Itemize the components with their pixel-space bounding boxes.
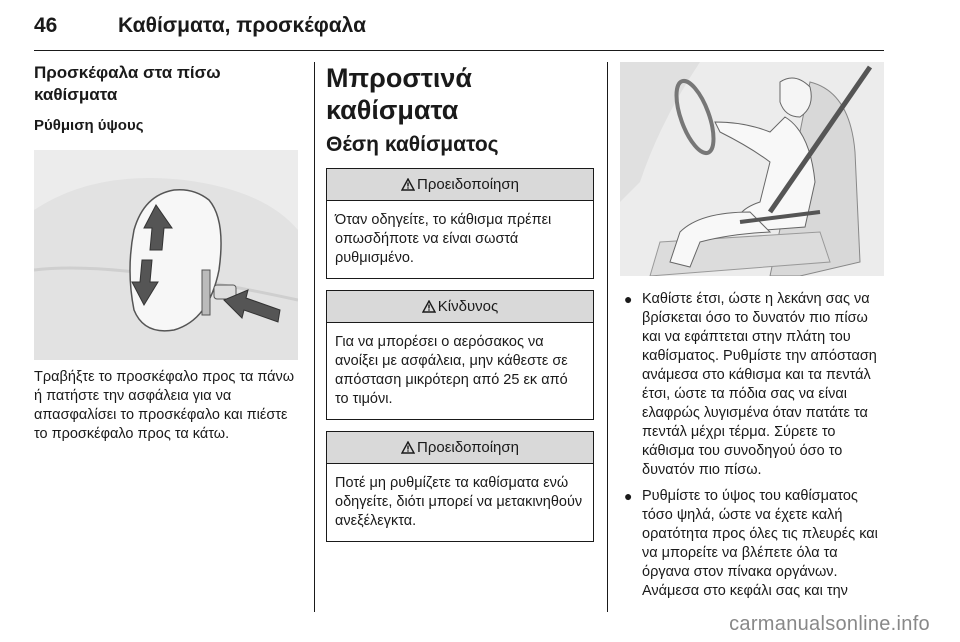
warning-title-text: Προειδοποίηση <box>417 176 519 193</box>
column-divider-1 <box>314 62 315 612</box>
warning-box <box>326 168 594 279</box>
bullet-icon: ● <box>624 488 633 504</box>
warning-box-title <box>327 169 593 201</box>
subsection-heading: Ρύθμιση ύψους <box>34 117 144 134</box>
section-heading: Μπροστινά καθίσματα <box>326 63 472 125</box>
warning-title-text: Προειδοποίηση <box>417 439 519 456</box>
list-item <box>620 290 884 480</box>
warning-box-text: Ποτέ μη ρυθμίζετε τα καθίσματα ενώ οδηγείτε, διότι μπορεί να μετακινηθούν ανεξέλεγκτα. <box>335 475 583 529</box>
warning-triangle-icon <box>422 300 436 313</box>
left-column <box>34 62 302 444</box>
right-column <box>620 62 884 608</box>
headrest-adjust-illustration-icon <box>34 150 298 360</box>
instruction-list <box>620 290 884 601</box>
headrest-instructions: Τραβήξτε το προσκέφαλο προς τα πάνω ή πατήστε την ασφάλεια για να απασφαλίσει το προσκέφαλο και πιέστε το προσκέφαλο προς τα κάτω. <box>34 369 295 442</box>
running-header: Καθίσματα, προσκέφαλα <box>118 14 366 37</box>
warning-triangle-icon <box>401 441 415 454</box>
list-item <box>620 487 884 601</box>
driver-seat-position-illustration-icon <box>620 62 884 276</box>
warning-box <box>326 431 594 542</box>
column-divider-2 <box>607 62 608 612</box>
header-rule <box>34 50 884 51</box>
watermark: carmanualsonline.info <box>729 613 930 635</box>
page-number: 46 <box>34 14 58 37</box>
list-item-text: Καθίστε έτσι, ώστε η λεκάνη σας να βρίσκεται όσο το δυνατόν πιο πίσω και να εφάπτεται στην πλάτη του καθίσματος. Ρυθμίστε την απόσταση ανάμεσα στο κάθισμα και τα πεντάλ έτσι, ώστε τα πόδια σας να είναι ελαφρώς λυγισμένα όταν πατάτε τα πεντάλ μέχρι τέρμα. Σύρετε το κάθισμα του συνοδηγού όσο το δυνατόν πιο πίσω. <box>642 291 877 478</box>
danger-box-title <box>327 291 593 323</box>
danger-box <box>326 290 594 420</box>
middle-column <box>326 62 594 542</box>
danger-box-text: Για να μπορέσει ο αερόσακος να ανοίξει με ασφάλεια, μην κάθεστε σε απόσταση μικρότερη από 25 εκ από το τιμόνι. <box>335 334 568 407</box>
section-heading: Προσκέφαλα στα πίσω καθίσματα <box>34 63 221 104</box>
warning-box-text: Όταν οδηγείτε, το κάθισμα πρέπει οπωσδήποτε να είναι σωστά ρυθμισμένο. <box>335 212 552 266</box>
subsection-heading: Θέση καθίσματος <box>326 133 499 156</box>
warning-box-title <box>327 432 593 464</box>
bullet-icon: ● <box>624 291 633 307</box>
warning-triangle-icon <box>401 178 415 191</box>
list-item-text: Ρυθμίστε το ύψος του καθίσματος τόσο ψηλά, ώστε να έχετε καλή ορατότητα προς όλες τις πλευρές και να μπορείτε να βλέπετε όλα τα όργανα στον πίνακα οργάνων. Ανάμεσα στο κεφάλι σας και την <box>642 488 878 599</box>
danger-title-text: Κίνδυνος <box>437 298 499 315</box>
